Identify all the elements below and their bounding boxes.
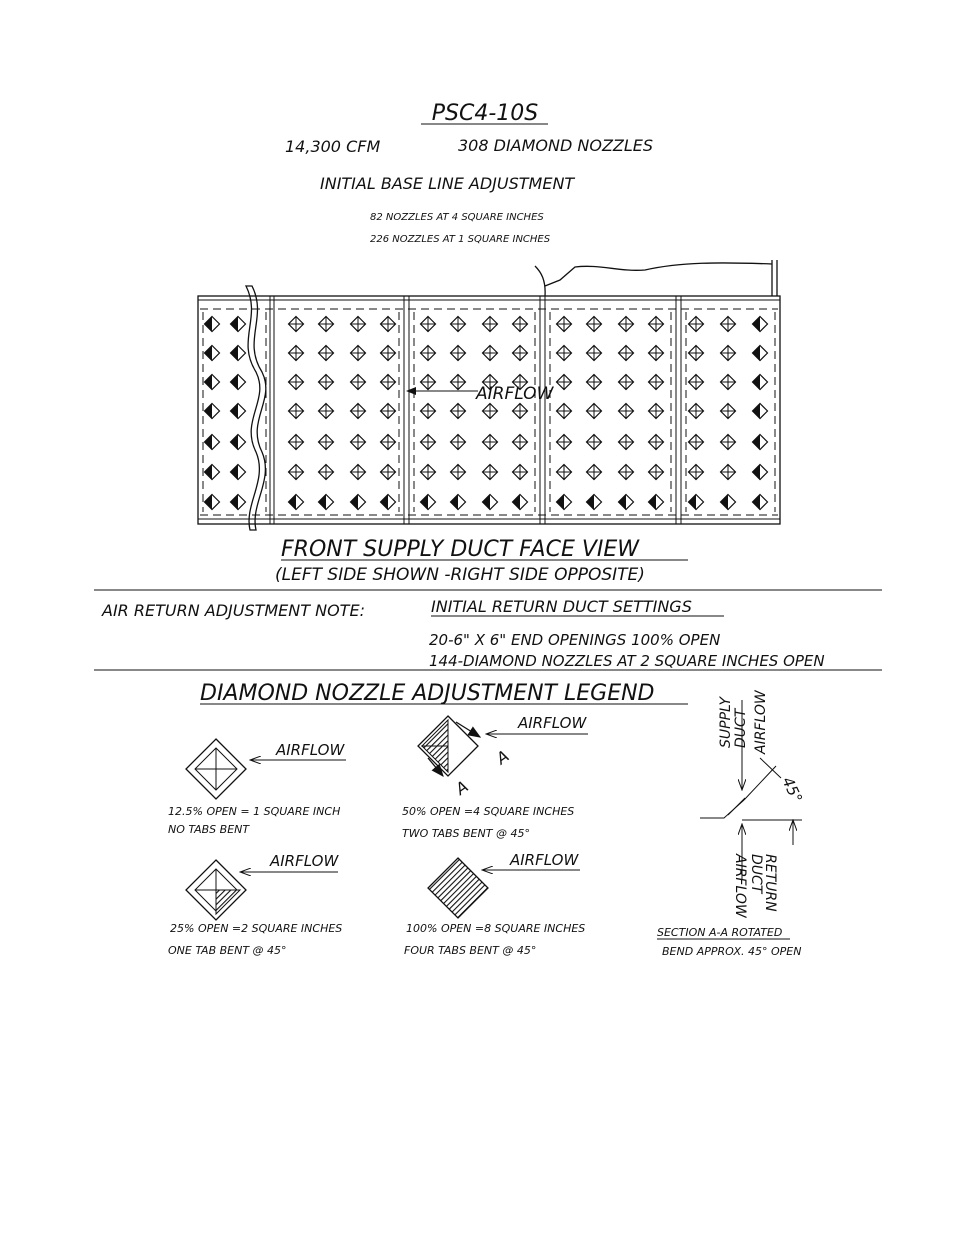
diamond-nozzle: [587, 495, 602, 510]
diamond-nozzle: [721, 317, 736, 332]
diamond-nozzle: [319, 404, 334, 419]
baseline-line-1: 82 NOZZLES AT 4 SQUARE INCHES: [370, 212, 544, 223]
diamond-nozzle: [483, 317, 498, 332]
diamond-nozzle: [753, 346, 768, 361]
diamond-nozzle: [351, 317, 366, 332]
diamond-nozzle: [557, 465, 572, 480]
nozzle-count-spec: 308 DIAMOND NOZZLES: [458, 136, 654, 155]
diamond-nozzle: [421, 465, 436, 480]
diamond-nozzle: [319, 346, 334, 361]
diamond-nozzle: [451, 375, 466, 390]
diamond-nozzle: [557, 346, 572, 361]
diamond-nozzle: [483, 465, 498, 480]
diamond-nozzle: [513, 404, 528, 419]
diamond-nozzle: [381, 465, 396, 480]
diamond-nozzle: [381, 346, 396, 361]
diamond-nozzle: [351, 404, 366, 419]
diamond-nozzle: [289, 465, 304, 480]
diamond-nozzle: [289, 346, 304, 361]
return-settings-line-2: 144-DIAMOND NOZZLES AT 2 SQUARE INCHES OPEN: [429, 652, 825, 670]
section-marker-a-1: A: [492, 746, 513, 769]
diamond-nozzle: [351, 346, 366, 361]
diamond-nozzle: [421, 375, 436, 390]
section-return-label-2: DUCT: [748, 854, 764, 894]
diamond-nozzle: [557, 404, 572, 419]
section-caption: SECTION A-A ROTATED: [657, 926, 783, 939]
diamond-nozzle: [587, 465, 602, 480]
diamond-nozzle: [619, 435, 634, 450]
legend-airflow-label: AIRFLOW: [510, 851, 579, 869]
section-return-label-1: RETURN: [762, 854, 778, 912]
legend-item-one-tab: [168, 852, 342, 957]
diamond-nozzle: [205, 465, 220, 480]
diamond-nozzle: [421, 495, 436, 510]
diamond-nozzle: [231, 435, 246, 450]
diamond-nozzle: [689, 375, 704, 390]
diamond-nozzle: [351, 465, 366, 480]
diamond-nozzle: [483, 404, 498, 419]
diamond-nozzle: [289, 435, 304, 450]
diamond-nozzle: [381, 435, 396, 450]
legend-airflow-label: AIRFLOW: [518, 714, 587, 732]
diamond-nozzle: [513, 346, 528, 361]
diamond-nozzle: [421, 435, 436, 450]
baseline-heading: INITIAL BASE LINE ADJUSTMENT: [320, 174, 575, 193]
face-view-subcaption: (LEFT SIDE SHOWN -RIGHT SIDE OPPOSITE): [275, 565, 645, 585]
diamond-nozzle: [649, 435, 664, 450]
diamond-nozzle: [649, 465, 664, 480]
diamond-nozzle: [587, 317, 602, 332]
diamond-nozzle: [557, 495, 572, 510]
diamond-nozzle: [351, 435, 366, 450]
diamond-nozzle: [721, 495, 736, 510]
diamond-nozzle: [381, 317, 396, 332]
legend-item-1-line-2: NO TABS BENT: [168, 823, 250, 836]
diamond-nozzle: [753, 495, 768, 510]
section-supply-label-3: AIRFLOW: [753, 690, 769, 754]
diamond-nozzle: [753, 317, 768, 332]
diamond-nozzle: [451, 346, 466, 361]
legend-airflow-label: AIRFLOW: [270, 852, 339, 870]
diamond-nozzle: [721, 375, 736, 390]
baseline-line-2: 226 NOZZLES AT 1 SQUARE INCHES: [370, 234, 551, 245]
diamond-nozzle: [451, 495, 466, 510]
bent-tab-bottom-right: [216, 890, 240, 914]
diamond-nozzle: [557, 435, 572, 450]
diamond-nozzle: [587, 346, 602, 361]
nozzle-fully-open-symbol: [428, 858, 488, 918]
section-supply-label-2: DUCT: [733, 708, 749, 748]
diamond-nozzle: [649, 404, 664, 419]
diamond-nozzle: [421, 317, 436, 332]
diamond-nozzle: [381, 404, 396, 419]
diamond-nozzle: [689, 346, 704, 361]
diamond-nozzle: [381, 375, 396, 390]
diamond-nozzle: [421, 404, 436, 419]
diamond-nozzle: [513, 435, 528, 450]
section-a-a-detail: [657, 689, 806, 958]
diamond-nozzle: [619, 375, 634, 390]
return-settings-line-1: 20-6" X 6" END OPENINGS 100% OPEN: [429, 631, 721, 649]
diamond-nozzle: [721, 404, 736, 419]
section-marker-a-2: A: [451, 776, 472, 799]
diamond-nozzle: [513, 317, 528, 332]
drawing-title: PSC4-10S: [431, 101, 539, 126]
bent-tab-bottom: [422, 746, 448, 772]
diamond-nozzle: [587, 435, 602, 450]
diamond-nozzle: [753, 404, 768, 419]
diamond-nozzle: [721, 435, 736, 450]
diamond-nozzle: [205, 375, 220, 390]
legend-item-3-line-1: 25% OPEN =2 SQUARE INCHES: [170, 922, 343, 935]
diamond-nozzle: [619, 404, 634, 419]
diamond-nozzle: [351, 495, 366, 510]
diamond-nozzle: [649, 375, 664, 390]
diamond-nozzle: [381, 495, 396, 510]
legend-heading: DIAMOND NOZZLE ADJUSTMENT LEGEND: [200, 681, 655, 706]
face-airflow-label: AIRFLOW: [476, 384, 554, 404]
diamond-nozzle: [689, 495, 704, 510]
diamond-nozzle: [753, 435, 768, 450]
cfm-spec: 14,300 CFM: [285, 137, 381, 156]
diamond-nozzle: [557, 375, 572, 390]
top-break-line: [535, 260, 777, 296]
section-note: BEND APPROX. 45° OPEN: [662, 945, 802, 958]
air-return-label: AIR RETURN ADJUSTMENT NOTE:: [102, 601, 365, 620]
diamond-nozzle: [689, 465, 704, 480]
section-angle-label: 45°: [778, 774, 806, 806]
diamond-nozzle: [289, 375, 304, 390]
diamond-nozzle: [451, 317, 466, 332]
diamond-nozzle: [205, 317, 220, 332]
nozzle-grid: [205, 317, 768, 510]
legend-airflow-label: AIRFLOW: [276, 741, 345, 759]
diamond-nozzle: [319, 317, 334, 332]
diamond-nozzle: [689, 404, 704, 419]
diamond-nozzle: [689, 317, 704, 332]
diamond-nozzle: [231, 404, 246, 419]
face-view-caption: FRONT SUPPLY DUCT FACE VIEW: [281, 537, 640, 562]
diamond-nozzle: [649, 495, 664, 510]
diamond-nozzle: [689, 435, 704, 450]
legend-item-fully-open: [404, 851, 585, 957]
diamond-nozzle: [351, 375, 366, 390]
diamond-nozzle: [451, 435, 466, 450]
legend-item-2-line-1: 50% OPEN =4 SQUARE INCHES: [402, 805, 575, 818]
diamond-nozzle: [289, 404, 304, 419]
diamond-nozzle: [205, 495, 220, 510]
legend-item-1-line-1: 12.5% OPEN = 1 SQUARE INCH: [168, 805, 341, 818]
break-line: [246, 286, 266, 530]
diamond-nozzle: [231, 495, 246, 510]
diamond-nozzle: [451, 465, 466, 480]
diamond-nozzle: [721, 465, 736, 480]
diamond-nozzle: [619, 317, 634, 332]
diamond-nozzle: [753, 375, 768, 390]
bent-tab-left: [422, 720, 448, 746]
diamond-nozzle: [319, 435, 334, 450]
diamond-nozzle: [587, 404, 602, 419]
diamond-nozzle: [587, 375, 602, 390]
diamond-nozzle: [319, 465, 334, 480]
diamond-nozzle: [319, 375, 334, 390]
diamond-nozzle: [289, 495, 304, 510]
legend-item-4-line-1: 100% OPEN =8 SQUARE INCHES: [406, 922, 586, 935]
diamond-nozzle: [619, 495, 634, 510]
diamond-nozzle: [483, 495, 498, 510]
diamond-nozzle: [649, 346, 664, 361]
diamond-nozzle: [289, 317, 304, 332]
diamond-nozzle: [205, 435, 220, 450]
diamond-nozzle: [513, 465, 528, 480]
diamond-nozzle: [721, 346, 736, 361]
diamond-nozzle: [753, 465, 768, 480]
diamond-nozzle: [649, 317, 664, 332]
diamond-nozzle: [483, 346, 498, 361]
section-supply-label-1: SUPPLY: [718, 696, 734, 748]
legend-item-closed: [168, 739, 346, 836]
diamond-nozzle: [451, 404, 466, 419]
legend-item-4-line-2: FOUR TABS BENT @ 45°: [404, 944, 537, 957]
legend-item-2-line-2: TWO TABS BENT @ 45°: [402, 827, 530, 840]
legend-item-3-line-2: ONE TAB BENT @ 45°: [168, 944, 287, 957]
diamond-nozzle: [557, 317, 572, 332]
diamond-nozzle: [421, 346, 436, 361]
diamond-nozzle: [231, 346, 246, 361]
section-return-label-3: AIRFLOW: [732, 854, 748, 918]
diamond-nozzle: [231, 317, 246, 332]
return-settings-heading: INITIAL RETURN DUCT SETTINGS: [431, 597, 692, 616]
legend-item-two-tabs: [402, 714, 588, 840]
diamond-nozzle: [205, 346, 220, 361]
diamond-nozzle: [619, 346, 634, 361]
diamond-nozzle: [231, 375, 246, 390]
diamond-nozzle: [231, 465, 246, 480]
diamond-nozzle: [319, 495, 334, 510]
diamond-nozzle: [483, 435, 498, 450]
diamond-nozzle: [619, 465, 634, 480]
diamond-nozzle: [513, 495, 528, 510]
diamond-nozzle: [205, 404, 220, 419]
